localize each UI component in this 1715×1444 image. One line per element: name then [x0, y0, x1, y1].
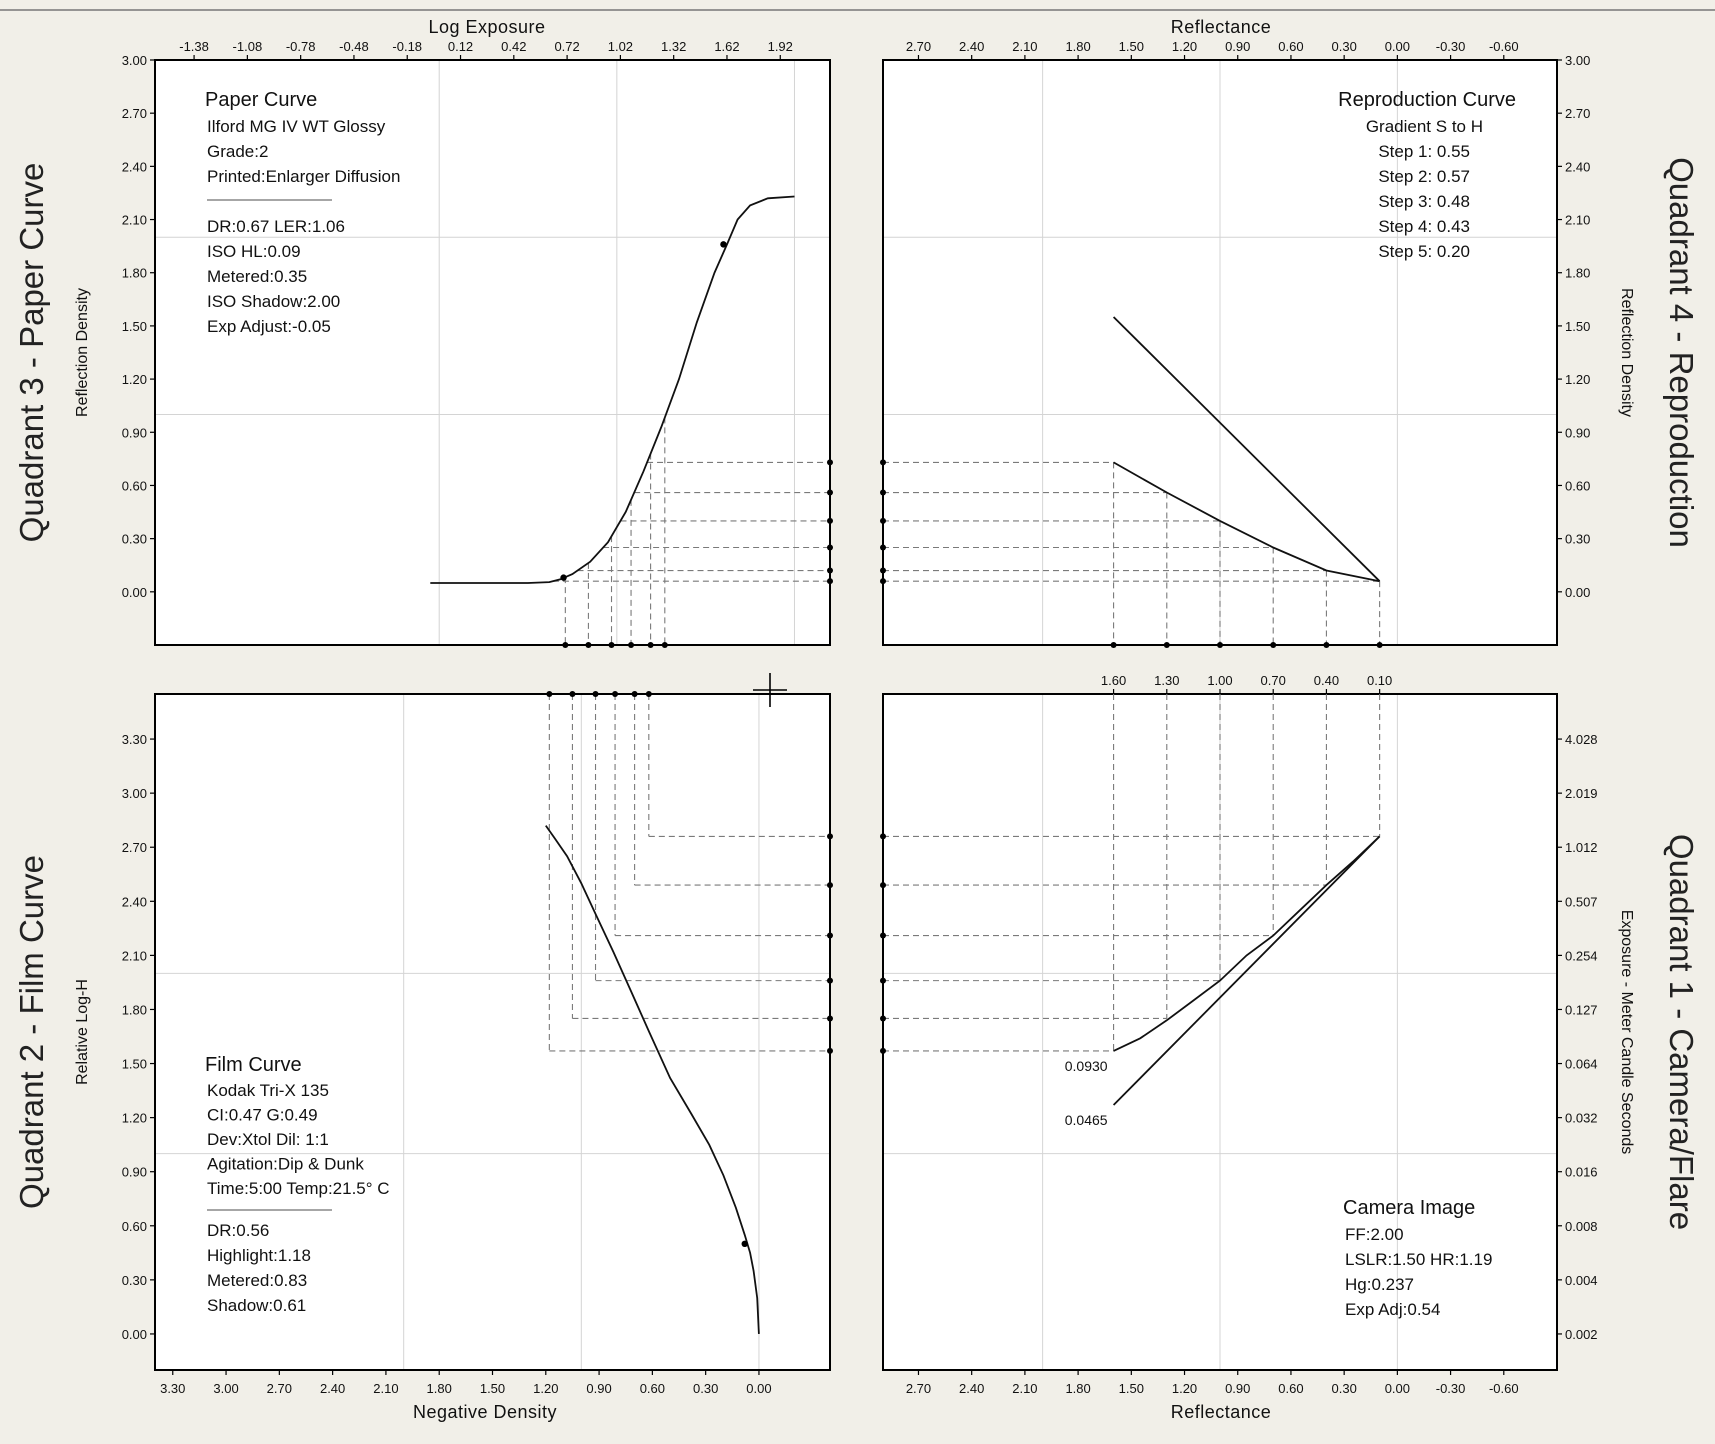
reproduction-step-line: Step 2: 0.57: [1378, 167, 1470, 186]
q4-edge-dot: [880, 578, 886, 584]
q4-x-tick-label: 0.00: [1384, 39, 1411, 54]
q1-x-tick-label: 2.40: [959, 1381, 985, 1396]
film-info-line: Agitation:Dip & Dunk: [207, 1154, 364, 1174]
q2-x-tick-label: 0.90: [586, 1381, 612, 1396]
q2-edge-dot: [569, 691, 575, 697]
q3-y-tick-label: 2.40: [121, 159, 147, 175]
q2-y-tick-label: 0.00: [121, 1326, 147, 1342]
q1-point-label: 0.0930: [1064, 1057, 1108, 1074]
q1-x-tick-label: -0.30: [1435, 1381, 1466, 1396]
q4-edge-dot: [1111, 642, 1117, 648]
q4-y-tick-label: 0.60: [1565, 478, 1591, 494]
q2-y-tick-label: 1.20: [121, 1110, 147, 1126]
q2-edge-dot: [546, 691, 552, 697]
q3-curve-marker: [560, 574, 566, 580]
q4-x-tick-label: 1.50: [1118, 39, 1144, 54]
q1-x-tick-label: 1.50: [1118, 1381, 1144, 1396]
paper-info-line: Ilford MG IV WT Glossy: [207, 117, 386, 136]
q3-edge-dot: [827, 545, 833, 551]
q3-edge-dot: [827, 518, 833, 524]
q1-y-tick-label: 0.004: [1565, 1272, 1598, 1288]
film-stat-line: Highlight:1.18: [207, 1246, 311, 1265]
q1-edge-dot: [880, 833, 886, 839]
q1-x-tick-label: 1.80: [1065, 1381, 1091, 1396]
q1-y-tick-label: 0.008: [1565, 1218, 1598, 1234]
q1-top-tick-label: 1.60: [1100, 673, 1127, 688]
q4-edge-dot: [1323, 642, 1329, 648]
q4-edge-dot: [1377, 642, 1383, 648]
q1-x-tick-label: 2.10: [1012, 1381, 1038, 1396]
q3-edge-dot: [662, 642, 668, 648]
q3-y-tick-label: 2.70: [121, 106, 147, 122]
q1-y-tick-label: 0.254: [1565, 948, 1598, 964]
q3-x-axis-title: Log Exposure: [428, 17, 546, 37]
q4-edge-dot: [880, 490, 886, 496]
q2-x-tick-label: 3.00: [213, 1381, 239, 1396]
reproduction-step-line: Step 3: 0.48: [1378, 192, 1470, 211]
q4-x-tick-label: 2.10: [1012, 39, 1038, 54]
q2-edge-dot: [646, 691, 652, 697]
q2-y-tick-label: 2.10: [121, 948, 147, 964]
q2-y-tick-label: 1.50: [121, 1056, 147, 1072]
q1-edge-dot: [880, 933, 886, 939]
q3-x-tick-label: 0.72: [554, 39, 580, 54]
q3-y-tick-label: 0.30: [121, 531, 147, 547]
camera-image-title: Camera Image: [1343, 1197, 1476, 1219]
q4-y-tick-label: 1.20: [1565, 372, 1591, 388]
q4-edge-dot: [880, 568, 886, 574]
q4-x-tick-label: 0.60: [1278, 39, 1304, 54]
q2-y-axis-title: Relative Log-H: [74, 979, 91, 1085]
q2-y-tick-label: 0.30: [121, 1272, 147, 1288]
paper-info-line: Printed:Enlarger Diffusion: [207, 167, 401, 186]
q3-edge-dot: [585, 642, 591, 648]
q3-y-tick-label: 3.00: [121, 53, 147, 68]
q4-y-tick-label: 2.40: [1565, 159, 1591, 175]
paper-stat-line: Exp Adjust:-0.05: [207, 317, 331, 336]
q4-y-tick-label: 3.00: [1565, 53, 1591, 68]
q1-top-tick-label: 1.30: [1154, 673, 1180, 688]
q2-y-tick-label: 1.80: [121, 1002, 147, 1018]
q4-x-tick-label: 2.70: [905, 39, 932, 54]
q4-edge-dot: [1164, 642, 1170, 648]
q2-edge-dot: [632, 691, 638, 697]
q3-y-tick-label: 1.50: [121, 318, 147, 334]
q1-y-tick-label: 0.064: [1565, 1056, 1598, 1072]
q4-y-tick-label: 0.90: [1565, 425, 1591, 441]
q4-y-tick-label: 0.30: [1565, 531, 1591, 547]
q1-x-tick-label: 0.60: [1278, 1381, 1304, 1396]
q3-x-tick-label: -0.48: [339, 39, 369, 54]
q1-edge-dot: [880, 978, 886, 984]
q4-x-tick-label: 1.20: [1171, 39, 1198, 54]
q2-x-tick-label: 3.30: [160, 1381, 186, 1396]
q2-x-tick-label: 2.40: [319, 1381, 346, 1396]
q4-y-tick-label: 2.70: [1565, 106, 1591, 122]
q4-quadrant-title: Quadrant 4 - Reproduction: [1663, 157, 1700, 548]
q1-x-tick-label: 0.00: [1384, 1381, 1411, 1396]
q3-edge-dot: [827, 459, 833, 465]
q3-x-tick-label: 0.42: [501, 39, 527, 54]
q3-edge-dot: [562, 642, 568, 648]
q1-top-tick-label: 0.40: [1313, 673, 1340, 688]
q3-edge-dot: [648, 642, 654, 648]
q4-y-tick-label: 2.10: [1565, 212, 1591, 228]
q1-x-tick-label: 0.90: [1225, 1381, 1251, 1396]
reproduction-step-line: Step 4: 0.43: [1378, 217, 1470, 236]
q1-y-tick-label: 0.016: [1565, 1164, 1598, 1180]
film-stat-line: DR:0.56: [207, 1221, 270, 1240]
q2-x-tick-label: 0.00: [746, 1381, 772, 1396]
q4-x-tick-label: 2.40: [959, 39, 985, 54]
reproduction-step-line: Step 5: 0.20: [1378, 242, 1470, 261]
q3-y-tick-label: 0.90: [121, 425, 147, 441]
q3-quadrant-title: Quadrant 3 - Paper Curve: [13, 162, 50, 543]
q2-x-tick-label: 2.70: [266, 1381, 292, 1396]
q1-edge-dot: [880, 882, 886, 888]
q3-panel-group: [13, 17, 833, 648]
q1-edge-dot: [880, 1015, 886, 1021]
q2-edge-dot: [593, 691, 599, 697]
camera-info-line: Exp Adj:0.54: [1345, 1300, 1441, 1319]
q1-quadrant-title: Quadrant 1 - Camera/Flare: [1663, 833, 1700, 1231]
q4-edge-dot: [1217, 642, 1223, 648]
q3-edge-dot: [827, 568, 833, 574]
q4-x-axis-title: Reflectance: [1170, 17, 1272, 37]
q3-x-tick-label: 0.12: [447, 39, 474, 54]
q3-edge-dot: [827, 490, 833, 496]
q2-edge-dot: [612, 691, 618, 697]
q4-y-tick-label: 0.00: [1565, 584, 1591, 600]
paper-stat-line: ISO HL:0.09: [207, 242, 301, 261]
reproduction-gradient-label: Gradient S to H: [1365, 117, 1483, 136]
q4-y-tick-label: 1.50: [1565, 318, 1591, 334]
q2-y-tick-label: 3.00: [121, 786, 147, 802]
q2-x-axis-title: Negative Density: [412, 1402, 558, 1422]
film-info-line: CI:0.47 G:0.49: [207, 1105, 318, 1125]
q2-edge-dot: [827, 882, 833, 888]
q4-y-axis-title: Reflection Density: [1618, 288, 1635, 417]
q3-x-tick-label: 1.62: [714, 39, 740, 54]
q1-edge-dot: [880, 1048, 886, 1054]
q1-y-axis-title: Exposure - Meter Candle Seconds: [1618, 909, 1635, 1155]
q1-y-tick-label: 2.019: [1565, 786, 1598, 802]
q1-top-tick-label: 0.70: [1260, 673, 1286, 688]
q4-y-tick-label: 1.80: [1565, 265, 1591, 281]
paper-curve-title: Paper Curve: [205, 89, 318, 111]
q2-edge-dot: [827, 978, 833, 984]
q1-top-tick-label: 1.00: [1207, 673, 1233, 688]
paper-stat-line: Metered:0.35: [207, 267, 308, 286]
q2-y-tick-label: 0.60: [121, 1218, 147, 1234]
paper-info-line: Grade:2: [207, 142, 269, 161]
q1-x-axis-title: Reflectance: [1170, 1402, 1272, 1422]
q2-x-tick-label: 2.10: [373, 1381, 399, 1396]
paper-stat-line: DR:0.67 LER:1.06: [207, 217, 345, 236]
q1-y-tick-label: 1.012: [1565, 840, 1598, 856]
q3-edge-dot: [628, 642, 634, 648]
reproduction-curve-title: Reproduction Curve: [1338, 89, 1516, 111]
film-info-line: Dev:Xtol Dil: 1:1: [207, 1130, 329, 1149]
q4-edge-dot: [880, 459, 886, 465]
camera-info-line: Hg:0.237: [1345, 1275, 1414, 1294]
film-curve-title: Film Curve: [205, 1054, 302, 1076]
film-stat-line: Metered:0.83: [207, 1271, 308, 1290]
q4-x-tick-label: 0.30: [1331, 39, 1357, 54]
q3-x-tick-label: -0.78: [285, 39, 316, 54]
q2-edge-dot: [827, 833, 833, 839]
film-info-line: Time:5:00 Temp:21.5° C: [207, 1179, 390, 1198]
q1-x-tick-label: 2.70: [905, 1381, 932, 1396]
q2-edge-dot: [827, 933, 833, 939]
q2-quadrant-title: Quadrant 2 - Film Curve: [13, 855, 50, 1209]
q2-edge-dot: [827, 1048, 833, 1054]
q2-curve-marker: [742, 1241, 748, 1247]
q3-x-tick-label: -1.38: [179, 39, 209, 54]
q4-edge-dot: [1270, 642, 1276, 648]
q2-x-tick-label: 0.30: [693, 1381, 719, 1396]
film-stat-line: Shadow:0.61: [207, 1296, 307, 1315]
q2-y-tick-label: 2.40: [121, 894, 147, 910]
q3-x-tick-label: 1.02: [607, 39, 634, 54]
q4-edge-dot: [880, 518, 886, 524]
q3-y-tick-label: 1.80: [121, 265, 147, 281]
film-info-line: Kodak Tri-X 135: [207, 1081, 329, 1100]
q1-panel-group: [880, 673, 1700, 1422]
paper-stat-line: ISO Shadow:2.00: [207, 292, 341, 311]
q4-x-tick-label: 0.90: [1225, 39, 1251, 54]
q3-x-tick-label: -0.18: [392, 39, 423, 54]
q2-x-tick-label: 1.20: [533, 1381, 559, 1396]
q1-top-tick-label: 0.10: [1366, 673, 1393, 688]
q2-x-tick-label: 1.50: [479, 1381, 506, 1396]
q4-panel-group: [880, 17, 1700, 648]
q4-edge-dot: [880, 545, 886, 551]
q2-x-tick-label: 0.60: [639, 1381, 666, 1396]
camera-info-line: FF:2.00: [1345, 1225, 1404, 1244]
q1-y-tick-label: 0.507: [1565, 894, 1598, 910]
q1-point-label: 0.0465: [1064, 1112, 1108, 1129]
q2-plot-area: [155, 694, 830, 1370]
q2-panel-group: [13, 691, 833, 1422]
q3-edge-dot: [827, 578, 833, 584]
camera-info-line: LSLR:1.50 HR:1.19: [1345, 1250, 1493, 1269]
reproduction-step-line: Step 1: 0.55: [1378, 142, 1470, 161]
q3-edge-dot: [609, 642, 615, 648]
q2-x-tick-label: 1.80: [426, 1381, 452, 1396]
q3-curve-marker: [720, 241, 726, 247]
q3-x-tick-label: 1.32: [661, 39, 687, 54]
q3-x-tick-label: 1.92: [767, 39, 793, 54]
q4-x-tick-label: 1.80: [1065, 39, 1091, 54]
q1-y-tick-label: 4.028: [1565, 732, 1598, 748]
q2-y-tick-label: 3.30: [121, 732, 147, 748]
q1-x-tick-label: 1.20: [1171, 1381, 1198, 1396]
q1-y-tick-label: 0.127: [1565, 1002, 1598, 1018]
q1-y-tick-label: 0.032: [1565, 1110, 1598, 1126]
q4-x-tick-label: -0.60: [1488, 39, 1519, 54]
q1-x-tick-label: 0.30: [1331, 1381, 1357, 1396]
q3-y-tick-label: 0.60: [121, 478, 147, 494]
q3-y-tick-label: 0.00: [121, 584, 147, 600]
q3-y-tick-label: 2.10: [121, 212, 147, 228]
q3-x-tick-label: -1.08: [232, 39, 263, 54]
q3-y-tick-label: 1.20: [121, 372, 147, 388]
q4-x-tick-label: -0.30: [1435, 39, 1466, 54]
q2-y-tick-label: 0.90: [121, 1164, 147, 1180]
q2-edge-dot: [827, 1015, 833, 1021]
q2-y-tick-label: 2.70: [121, 840, 147, 856]
q1-x-tick-label: -0.60: [1488, 1381, 1519, 1396]
q1-y-tick-label: 0.002: [1565, 1326, 1598, 1342]
q3-y-axis-title: Reflection Density: [74, 288, 91, 417]
